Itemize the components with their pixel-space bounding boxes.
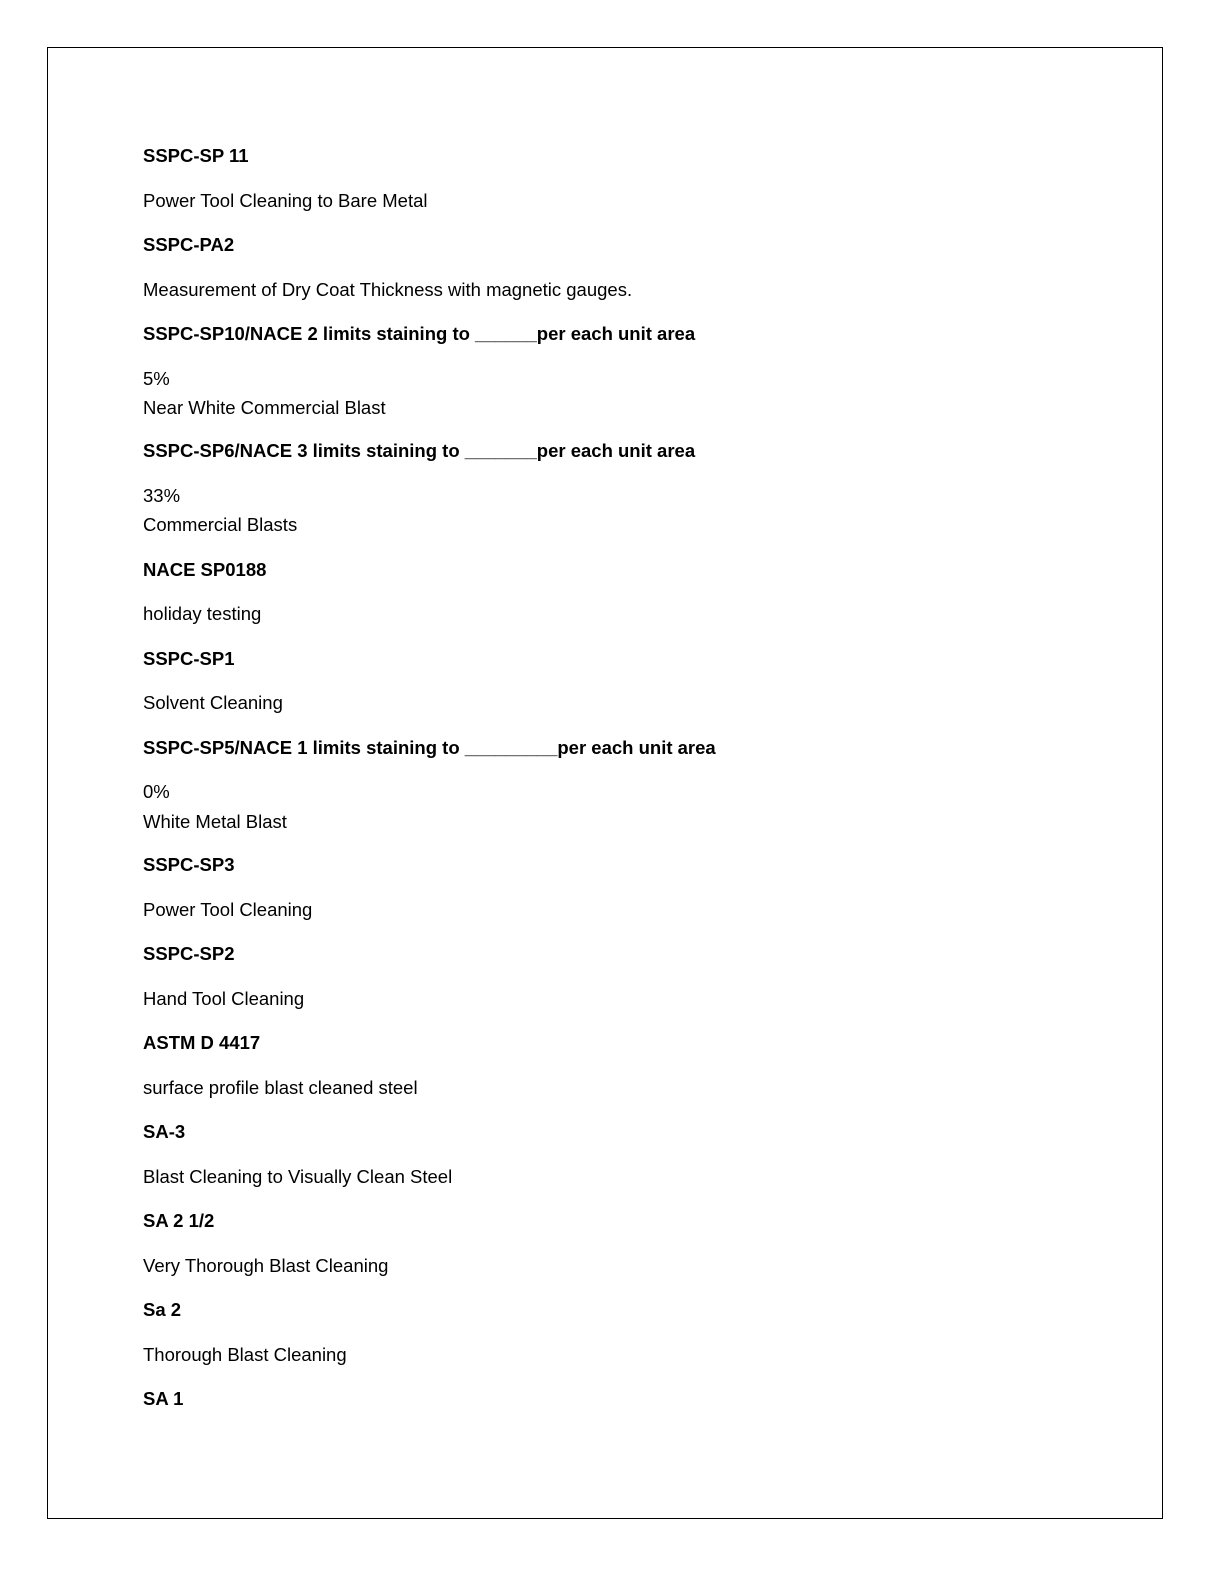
definition-sspc-sp6-name: Commercial Blasts bbox=[143, 514, 298, 535]
term-sspc-pa2: SSPC-PA2 bbox=[143, 234, 235, 255]
term-sa-2: Sa 2 bbox=[143, 1299, 182, 1320]
definition-sspc-sp2: Hand Tool Cleaning bbox=[143, 988, 305, 1009]
definition-astm-d4417: surface profile blast cleaned steel bbox=[143, 1077, 418, 1098]
term-astm-d4417: ASTM D 4417 bbox=[143, 1032, 261, 1053]
term-sspc-sp2: SSPC-SP2 bbox=[143, 943, 235, 964]
definition-nace-sp0188: holiday testing bbox=[143, 603, 262, 624]
definition-sspc-sp10-name: Near White Commercial Blast bbox=[143, 397, 386, 418]
definition-sspc-sp3: Power Tool Cleaning bbox=[143, 899, 313, 920]
definition-sspc-sp5-value: 0% bbox=[143, 781, 170, 802]
definition-sa-2: Thorough Blast Cleaning bbox=[143, 1344, 347, 1365]
definition-sa-2-1-2: Very Thorough Blast Cleaning bbox=[143, 1255, 389, 1276]
term-sspc-sp10: SSPC-SP10/NACE 2 limits staining to ______per each unit area bbox=[143, 323, 696, 344]
term-sspc-sp1: SSPC-SP1 bbox=[143, 648, 235, 669]
definition-sspc-sp1: Solvent Cleaning bbox=[143, 692, 283, 713]
term-nace-sp0188: NACE SP0188 bbox=[143, 559, 267, 580]
term-sspc-sp11: SSPC-SP 11 bbox=[143, 145, 249, 166]
term-sa-2-1-2: SA 2 1/2 bbox=[143, 1210, 215, 1231]
definition-sspc-sp5-name: White Metal Blast bbox=[143, 811, 287, 832]
definition-sspc-sp11: Power Tool Cleaning to Bare Metal bbox=[143, 190, 428, 211]
page-border bbox=[47, 47, 1163, 1519]
definition-sa-3: Blast Cleaning to Visually Clean Steel bbox=[143, 1166, 453, 1187]
definition-sspc-sp6-value: 33% bbox=[143, 485, 181, 506]
term-sspc-sp6: SSPC-SP6/NACE 3 limits staining to _______per each unit area bbox=[143, 440, 696, 461]
term-sa-3: SA-3 bbox=[143, 1121, 186, 1142]
term-sa-1: SA 1 bbox=[143, 1388, 184, 1409]
term-sspc-sp5: SSPC-SP5/NACE 1 limits staining to _________per each unit area bbox=[143, 737, 716, 758]
definition-sspc-pa2: Measurement of Dry Coat Thickness with magnetic gauges. bbox=[143, 279, 633, 300]
term-sspc-sp3: SSPC-SP3 bbox=[143, 854, 235, 875]
definition-sspc-sp10-value: 5% bbox=[143, 368, 170, 389]
